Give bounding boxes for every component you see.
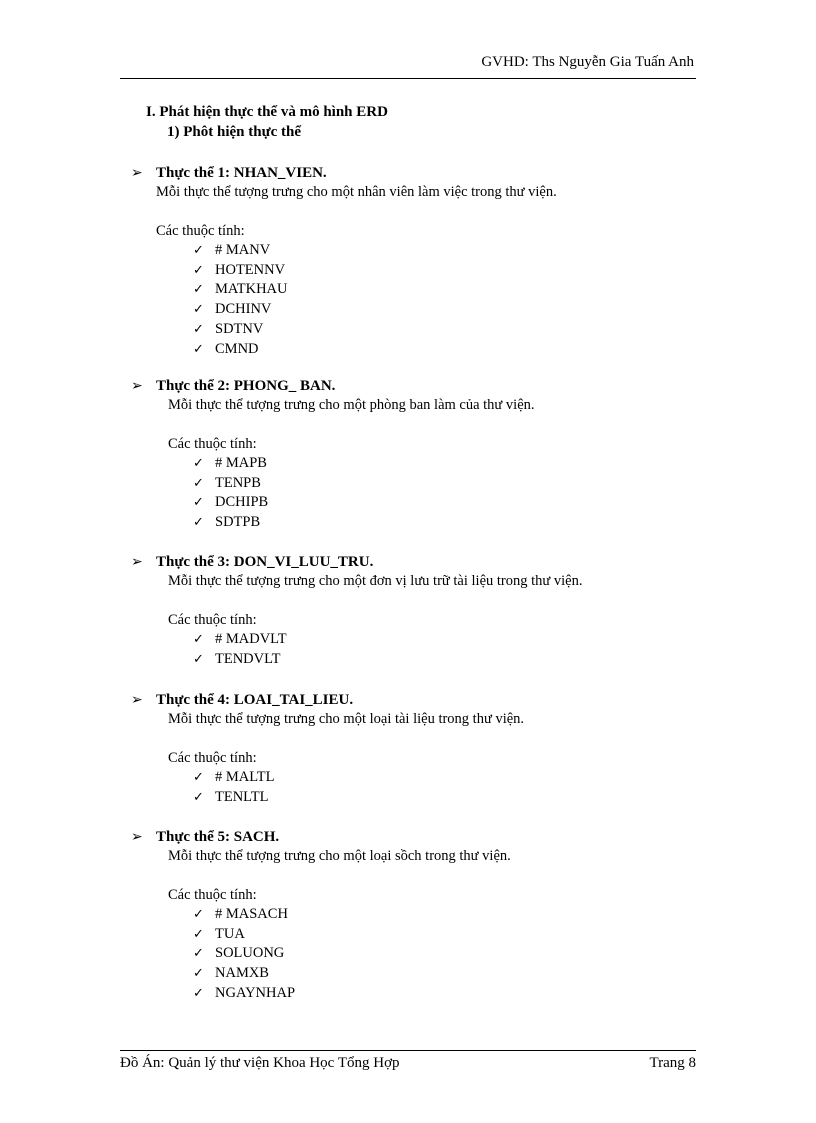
section-title: I. Phát hiện thực thể và mô hình ERD	[146, 104, 388, 120]
attribute-name: # MAPB	[215, 455, 267, 471]
attribute-item	[193, 261, 285, 279]
attributes-label: Các thuộc tính:	[168, 612, 257, 628]
checkmark-icon: ✓	[193, 301, 204, 317]
checkmark-icon: ✓	[193, 281, 204, 297]
entity-title: Thực thể 5: SACH.	[156, 829, 280, 845]
entity-title: Thực thể 2: PHONG_ BAN.	[156, 378, 336, 394]
attribute-name: # MADVLT	[215, 631, 287, 647]
attribute-name: # MASACH	[215, 906, 288, 922]
attribute-name: NGAYNHAP	[215, 984, 296, 1001]
checkmark-icon: ✓	[193, 455, 204, 470]
arrow-bullet-icon: ➢	[131, 830, 143, 845]
attribute-item	[193, 905, 288, 923]
attribute-item	[193, 944, 284, 962]
checkmark-icon: ✓	[193, 631, 204, 646]
arrow-bullet-icon: ➢	[131, 166, 143, 181]
attribute-name: SOLUONG	[215, 945, 285, 962]
arrow-bullet-icon: ➢	[131, 693, 143, 708]
attribute-item	[193, 474, 261, 492]
checkmark-icon: ✓	[193, 242, 204, 257]
entity-title: Thực thể 3: DON_VI_LUU_TRU.	[156, 554, 374, 570]
attribute-item	[193, 280, 288, 298]
attributes-label: Các thuộc tính:	[168, 887, 257, 903]
attribute-item	[193, 320, 263, 338]
attributes-label: Các thuộc tính:	[168, 436, 257, 452]
section-subtitle: 1) Phôt hiện thực thể	[167, 124, 301, 140]
attribute-name: TENPB	[215, 474, 261, 491]
page-header	[120, 54, 696, 79]
checkmark-icon: ✓	[193, 945, 204, 961]
checkmark-icon: ✓	[193, 650, 204, 666]
attribute-name: TUA	[215, 925, 245, 942]
entity-description: Mỗi thực thể tượng trưng cho một nhân viên làm việc trong thư viện.	[156, 184, 557, 200]
checkmark-icon: ✓	[193, 906, 204, 921]
attribute-name: SDTPB	[215, 514, 261, 531]
attribute-item	[193, 340, 259, 358]
attribute-item	[193, 964, 269, 982]
checkmark-icon: ✓	[193, 788, 204, 804]
entity-description: Mỗi thực thể tượng trưng cho một phòng ban làm của thư viện.	[168, 397, 535, 413]
checkmark-icon: ✓	[193, 514, 204, 530]
attribute-name: NAMXB	[215, 965, 269, 982]
attribute-name: DCHIPB	[215, 494, 269, 511]
checkmark-icon: ✓	[193, 925, 204, 941]
checkmark-icon: ✓	[193, 340, 204, 356]
attribute-item	[193, 513, 260, 531]
checkmark-icon: ✓	[193, 474, 204, 490]
attributes-label: Các thuộc tính:	[156, 223, 245, 239]
attribute-name: MATKHAU	[215, 281, 288, 298]
checkmark-icon: ✓	[193, 494, 204, 510]
attribute-item	[193, 300, 271, 318]
checkmark-icon: ✓	[193, 320, 204, 336]
checkmark-icon: ✓	[193, 769, 204, 784]
entity-description: Mỗi thực thể tượng trưng cho một loại tài liệu trong thư viện.	[168, 711, 525, 727]
attribute-item	[193, 768, 274, 786]
arrow-bullet-icon: ➢	[131, 555, 143, 570]
attribute-name: SDTNV	[215, 320, 264, 337]
attributes-label: Các thuộc tính:	[168, 750, 257, 766]
arrow-bullet-icon: ➢	[131, 379, 143, 394]
attribute-item	[193, 630, 287, 648]
attribute-item	[193, 984, 295, 1002]
attribute-name: # MALTL	[215, 769, 275, 785]
attribute-item	[193, 493, 268, 511]
attribute-name: # MANV	[215, 242, 271, 258]
attribute-item	[193, 788, 268, 806]
entity-description: Mỗi thực thể tượng trưng cho một loại sồch trong thư viện.	[168, 848, 511, 864]
page-footer	[120, 1050, 696, 1071]
checkmark-icon: ✓	[193, 261, 204, 277]
entity-title: Thực thể 1: NHAN_VIEN.	[156, 165, 327, 181]
header-text: GVHD: Ths Nguyễn Gia Tuấn Anh	[481, 54, 694, 70]
attribute-item	[193, 454, 267, 472]
checkmark-icon: ✓	[193, 984, 204, 1000]
attribute-name: HOTENNV	[215, 261, 286, 278]
attribute-item	[193, 925, 245, 943]
attribute-item	[193, 650, 281, 668]
attribute-item	[193, 241, 270, 259]
attribute-name: TENLTL	[215, 788, 269, 805]
checkmark-icon: ✓	[193, 965, 204, 981]
page-number: Trang 8	[649, 1055, 696, 1071]
entity-title: Thực thể 4: LOAI_TAI_LIEU.	[156, 692, 354, 708]
entity-description: Mỗi thực thể tượng trưng cho một đơn vị lưu trữ tài liệu trong thư viện.	[168, 573, 583, 589]
footer-title: Đồ Án: Quản lý thư viện Khoa Học Tổng Hợp	[120, 1055, 400, 1071]
attribute-name: CMND	[215, 340, 259, 357]
attribute-name: TENDVLT	[215, 650, 281, 667]
attribute-name: DCHINV	[215, 301, 272, 318]
